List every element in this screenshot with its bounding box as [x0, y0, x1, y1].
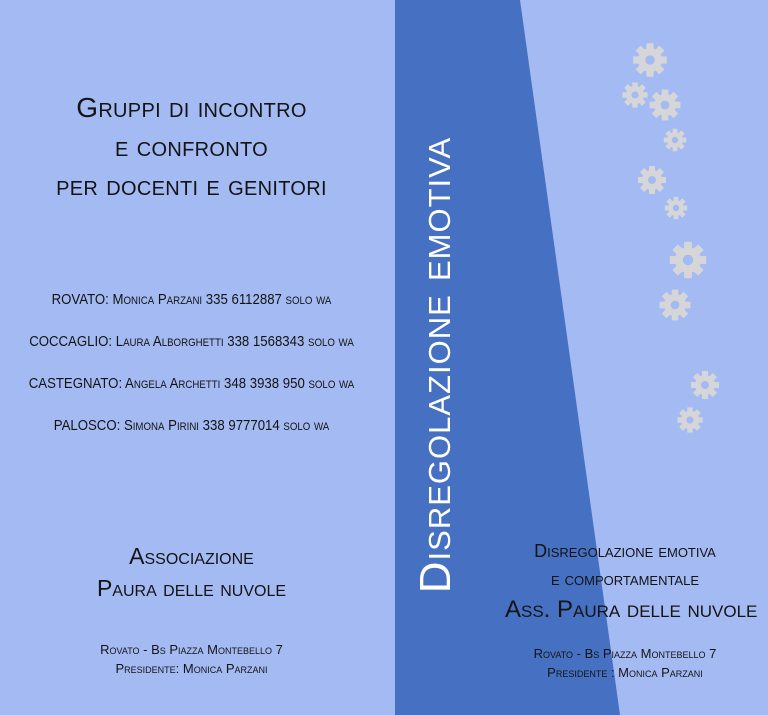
gear-icon	[660, 290, 691, 321]
gear-icon	[664, 129, 686, 151]
address-line: Rovato - Bs Piazza Montebello 7	[100, 642, 283, 657]
right-subtitle	[505, 537, 745, 593]
gear-icon	[638, 166, 666, 194]
association-line: Associazione	[129, 543, 254, 569]
subtitle-line: e comportamentale	[550, 569, 700, 589]
gear-icon	[691, 371, 719, 399]
gear-decoration	[610, 30, 730, 450]
president-line: Presidente: Monica Parzani	[115, 661, 268, 676]
right-association: Ass. Paura delle nuvole	[505, 596, 758, 623]
contact-palosco: PALOSCO: Simona Pirini 338 9777014 solo wa	[53, 417, 330, 434]
left-heading	[0, 88, 383, 205]
association-name	[0, 540, 383, 604]
contact-castegnato: CASTEGNATO: Angela Archetti 348 3938 950 solo wa	[28, 375, 355, 392]
association-line: Paura delle nuvole	[96, 575, 287, 601]
gear-icon	[665, 197, 687, 219]
heading-line: Gruppi di incontro	[76, 92, 307, 123]
gear-icon	[650, 90, 681, 121]
president-line: Presidente : Monica Parzani	[547, 665, 703, 680]
vertical-title: Disregolazione emotiva	[411, 136, 460, 594]
gear-icon	[633, 43, 667, 77]
gear-icon	[622, 82, 647, 107]
left-address	[0, 640, 383, 678]
heading-line: e confronto	[115, 131, 268, 162]
subtitle-line: Disregolazione emotiva	[534, 541, 716, 561]
address-line: Rovato - Bs Piazza Montebello 7	[533, 646, 717, 661]
contact-list	[0, 286, 383, 454]
contact-rovato: ROVATO: Monica Parzani 335 6112887 solo wa	[51, 291, 332, 308]
heading-line: per docenti e genitori	[56, 170, 327, 201]
right-address	[505, 644, 745, 682]
gear-icon	[670, 242, 706, 278]
gear-icon	[677, 407, 702, 432]
contact-coccaglio: COCCAGLIO: Laura Alborghetti 338 1568343 solo wa	[29, 333, 354, 350]
